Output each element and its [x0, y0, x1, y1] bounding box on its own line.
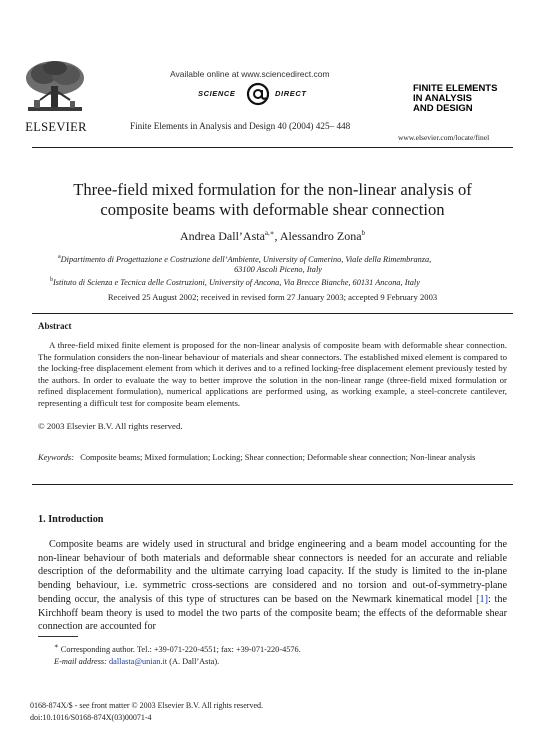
footnote-text: Corresponding author. Tel.: +39-071-220-4551; fax: +39-071-220-4576. — [60, 644, 301, 654]
journal-title-line: AND DESIGN — [413, 103, 473, 114]
introduction-text: : the Kirchhoff beam theory is used to model the two parts of the composite beam; the effects of the deformable shear connection are accounted for — [38, 593, 508, 633]
journal-title-block — [413, 84, 497, 114]
sciencedirect-right-text: DIRECT — [275, 89, 307, 98]
sciencedirect-at-icon — [244, 82, 272, 106]
affiliation-a — [58, 252, 498, 276]
abstract-bottom-divider — [32, 484, 513, 485]
footnote-divider — [38, 636, 78, 637]
email-link[interactable]: dallasta@unian.it — [109, 656, 168, 666]
received-dates: Received 25 August 2002; received in revised form 27 January 2003; accepted 9 February 2003 — [107, 292, 438, 302]
abstract-top-divider — [32, 313, 513, 314]
abstract-heading: Abstract — [38, 321, 72, 331]
author-affiliation-mark: a,∗ — [264, 229, 275, 237]
introduction-paragraph — [38, 538, 507, 634]
affiliation-text: 63100 Ascoli Piceno, Italy — [234, 265, 322, 275]
author-separator: , — [274, 229, 280, 243]
available-online-text: Available online at www.sciencedirect.com — [170, 69, 330, 79]
issn-text: 0168-874X/$ - see front matter © 2003 Elsevier B.V. All rights reserved. — [30, 701, 263, 710]
article-title — [32, 180, 513, 220]
front-matter-info — [30, 700, 263, 724]
footnote-text: (A. Dall’Asta). — [167, 656, 220, 666]
article-title-line: Three-field mixed formulation for the non-linear analysis of — [73, 180, 472, 199]
author-list — [32, 229, 513, 244]
reference-link[interactable]: [1] — [476, 593, 488, 605]
journal-title-line: FINITE ELEMENTS — [413, 83, 498, 94]
sciencedirect-left-text: SCIENCE — [198, 89, 236, 98]
affiliation-mark: b — [50, 277, 53, 283]
author-affiliation-mark: b — [361, 229, 366, 237]
affiliation-b — [50, 275, 510, 288]
keywords — [38, 452, 507, 463]
affiliation-text: Istituto di Scienza e Tecnica delle Costruzioni, University of Ancona, Via Brecce Bianche, 60131 Ancona, Italy — [53, 277, 420, 287]
abstract-copyright: © 2003 Elsevier B.V. All rights reserved. — [38, 421, 183, 431]
journal-title-line: IN ANALYSIS — [413, 93, 472, 104]
publisher-name: ELSEVIER — [25, 120, 87, 134]
elsevier-tree-icon — [24, 60, 86, 114]
affiliation-mark: a — [58, 254, 61, 260]
keywords-text: Composite beams; Mixed formulation; Locking; Shear connection; Deformable shear connection; Non-linear analysis — [80, 453, 476, 462]
header-divider — [32, 147, 513, 148]
elsevier-logo — [10, 60, 102, 135]
keywords-label: Keywords: — [38, 453, 74, 462]
author-name: Andrea Dall’Asta — [179, 229, 265, 243]
abstract-text: A three-field mixed finite element is proposed for the non-linear analysis of composite beam with deformable shear connection. The formulation considers the non-linear behaviour of materials and shear connectors. The established mixed element is compared to the locking-free displacement element from which it derives and to a refined locking-free displacement element previously tested by the authors. In order to evaluate the way to better improve the solution in the non-linear range (three-field mixed formulation or refined displacement formulation), numerical applications are performed using, as working example, a steel-concrete cantilever, representing a difficult test for composite beam elements. — [38, 340, 507, 408]
doi-text[interactable]: doi:10.1016/S0168-874X(03)00071-4 — [30, 713, 152, 722]
affiliation-text: Dipartimento di Progettazione e Costruzione dell’Ambiente, University of Camerino, Viale della Rimembranza, — [60, 254, 432, 264]
footnote-marker: ∗ — [54, 643, 59, 650]
journal-url-link[interactable]: www.elsevier.com/locate/finel — [398, 133, 490, 142]
footnote — [38, 641, 507, 668]
section-heading: 1. Introduction — [38, 514, 104, 525]
journal-reference: Finite Elements in Analysis and Design 40 (2004) 425– 448 — [130, 121, 351, 131]
introduction-text: Composite beams are widely used in structural and bridge engineering and a beam model accounting for the non-linear behaviour of both materials and deformable shear connectors is needed for an accurate and reliable description of the deformability and the ultimate carrying load capacity. If the study is limited to the in-plane bending behaviour, i.e. symmetric cross-sections are considered and no torsion and out-of-symmetry-plane bending occur, the analysis of this type of structures can be based on the Newmark kinematical model — [38, 539, 507, 605]
email-label: E-mail address: — [54, 656, 107, 666]
article-title-line: composite beams with deformable shear connection — [100, 200, 445, 219]
author-name: Alessandro Zona — [279, 229, 362, 243]
